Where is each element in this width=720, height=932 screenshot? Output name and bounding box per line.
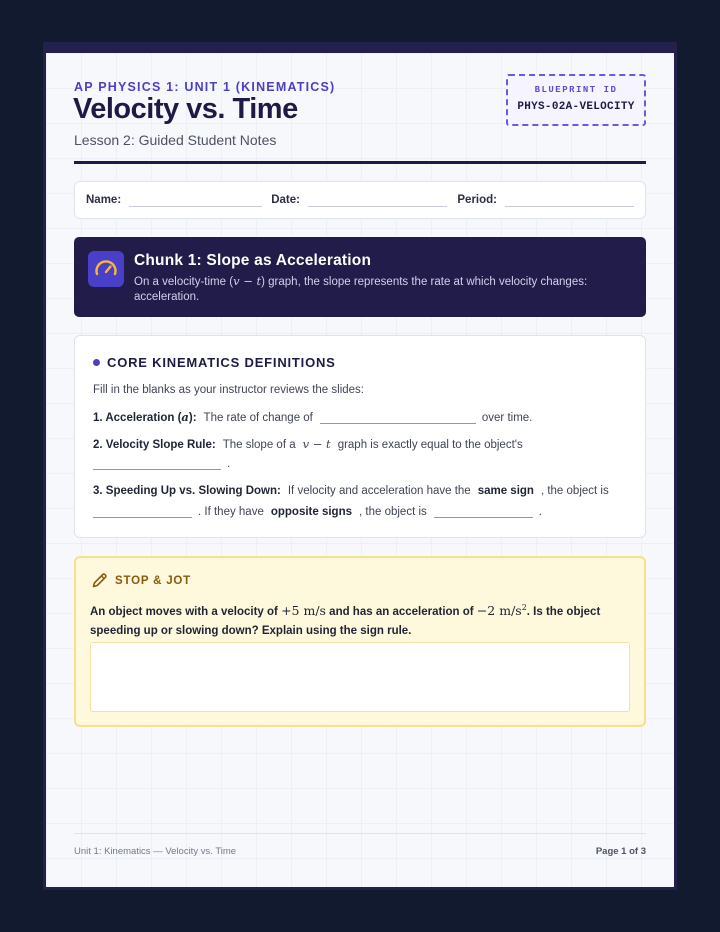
blank-acceleration[interactable] [320,423,476,424]
definitions-card [74,335,646,538]
header-divider [74,161,646,164]
student-info-row [74,181,646,219]
pencil-icon [91,572,108,589]
name-label: Name: [86,194,122,206]
page-title: Velocity vs. Time [73,93,298,125]
blueprint-id: PHYS-02A-VELOCITY [517,101,635,113]
definition-item-3: 3. Speeding Up vs. Slowing Down: If velocity and acceleration have the same sign , the object is [93,485,609,497]
item1-label: 1. Acceleration (a): [93,410,197,424]
definition-item-2: 2. Velocity Slope Rule: The slope of a v − t graph is exactly equal to the object's [93,437,523,451]
date-line[interactable] [308,206,447,207]
blueprint-label: BLUEPRINT ID [534,85,618,95]
page-subtitle: Lesson 2: Guided Student Notes [74,132,277,148]
vt-math: v − t [233,274,262,288]
stop-and-jot-heading: STOP & JOT [91,572,191,589]
definition-item-2-cont: . [93,458,230,470]
definition-item-3-cont: . If they have opposite signs , the object is . [93,506,542,518]
definitions-heading: CORE KINEMATICS DEFINITIONS [93,355,336,370]
footer-divider [74,833,646,834]
date-label: Date: [271,194,300,206]
footer-unit-label: Unit 1: Kinematics — Velocity vs. Time [74,846,237,857]
answer-textarea[interactable] [90,642,630,712]
name-line[interactable] [129,206,262,207]
period-field[interactable] [457,194,634,207]
speedometer-icon [88,251,124,287]
definition-item-1: 1. Acceleration (a): The rate of change of over time. [93,410,533,424]
chunk-description: On a velocity-time (v − t) graph, the slope represents the rate at which velocity changes: acceleration. [134,274,588,303]
blueprint-id-box [506,74,646,126]
item2-label: 2. Velocity Slope Rule: [93,439,216,451]
date-field[interactable] [271,194,457,207]
worksheet-page [46,53,674,887]
bullet-dot-icon [93,359,100,366]
chunk-banner [74,237,646,317]
stop-and-jot-card [74,556,646,727]
chunk-title: Chunk 1: Slope as Acceleration [134,252,372,269]
course-kicker: AP PHYSICS 1: UNIT 1 (KINEMATICS) [74,80,336,94]
name-field[interactable] [86,194,271,207]
blank-speeding-up[interactable] [93,517,192,518]
stop-and-jot-question: An object moves with a velocity of +5 m/s and has an acceleration of −2 $m/s^2$. Is the object speeding up or slowing down? Explain using the sign rule. [90,602,601,637]
period-line[interactable] [505,206,634,207]
period-label: Period: [457,194,497,206]
definitions-intro: Fill in the blanks as your instructor reviews the slides: [93,384,364,396]
page-number: Page 1 of 3 [595,846,646,857]
blank-slope-rule[interactable] [93,469,221,470]
blank-slowing-down[interactable] [434,517,533,518]
item3-label: 3. Speeding Up vs. Slowing Down: [93,485,281,497]
